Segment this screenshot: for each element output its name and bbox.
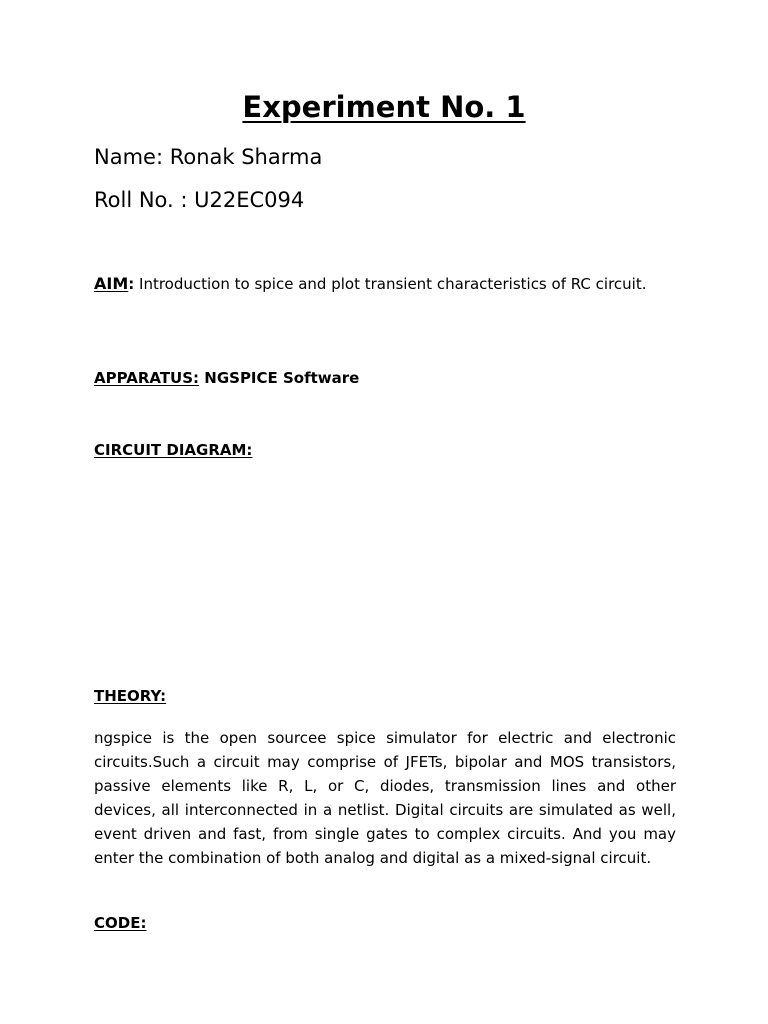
apparatus-heading: APPARATUS: <box>94 369 200 387</box>
theory-heading: THEORY: <box>94 687 167 705</box>
aim-colon: : <box>128 275 135 293</box>
theory-section <box>94 685 676 707</box>
circuit-diagram-section <box>94 439 676 461</box>
theory-text: ngspice is the open sourcee spice simulator for electric and electronic circuits.Such a circuit may comprise of JFETs, bipolar and MOS transistors, passive elements like R, L, or C, diodes, transmission lines and other devices, all interconnected in a netlist. Digital circuits are simulated as well, event driven and fast, from single gates to complex circuits. And you may enter the combination of both analog and digital as a mixed-signal circuit. <box>94 729 676 867</box>
apparatus-value: NGSPICE Software <box>199 369 360 387</box>
aim-text: Introduction to spice and plot transient characteristics of RC circuit. <box>134 275 647 293</box>
circuit-diagram-area <box>94 470 676 670</box>
apparatus-section <box>94 367 676 389</box>
code-heading: CODE: <box>94 914 147 932</box>
document-title: Experiment No. 1 <box>242 90 526 124</box>
roll-number: Roll No. : U22EC094 <box>94 188 305 212</box>
student-name: Name: Ronak Sharma <box>94 145 323 169</box>
code-section <box>94 912 676 934</box>
aim-section <box>94 270 676 298</box>
circuit-diagram-heading: CIRCUIT DIAGRAM: <box>94 441 253 459</box>
aim-heading: AIM <box>94 274 129 293</box>
